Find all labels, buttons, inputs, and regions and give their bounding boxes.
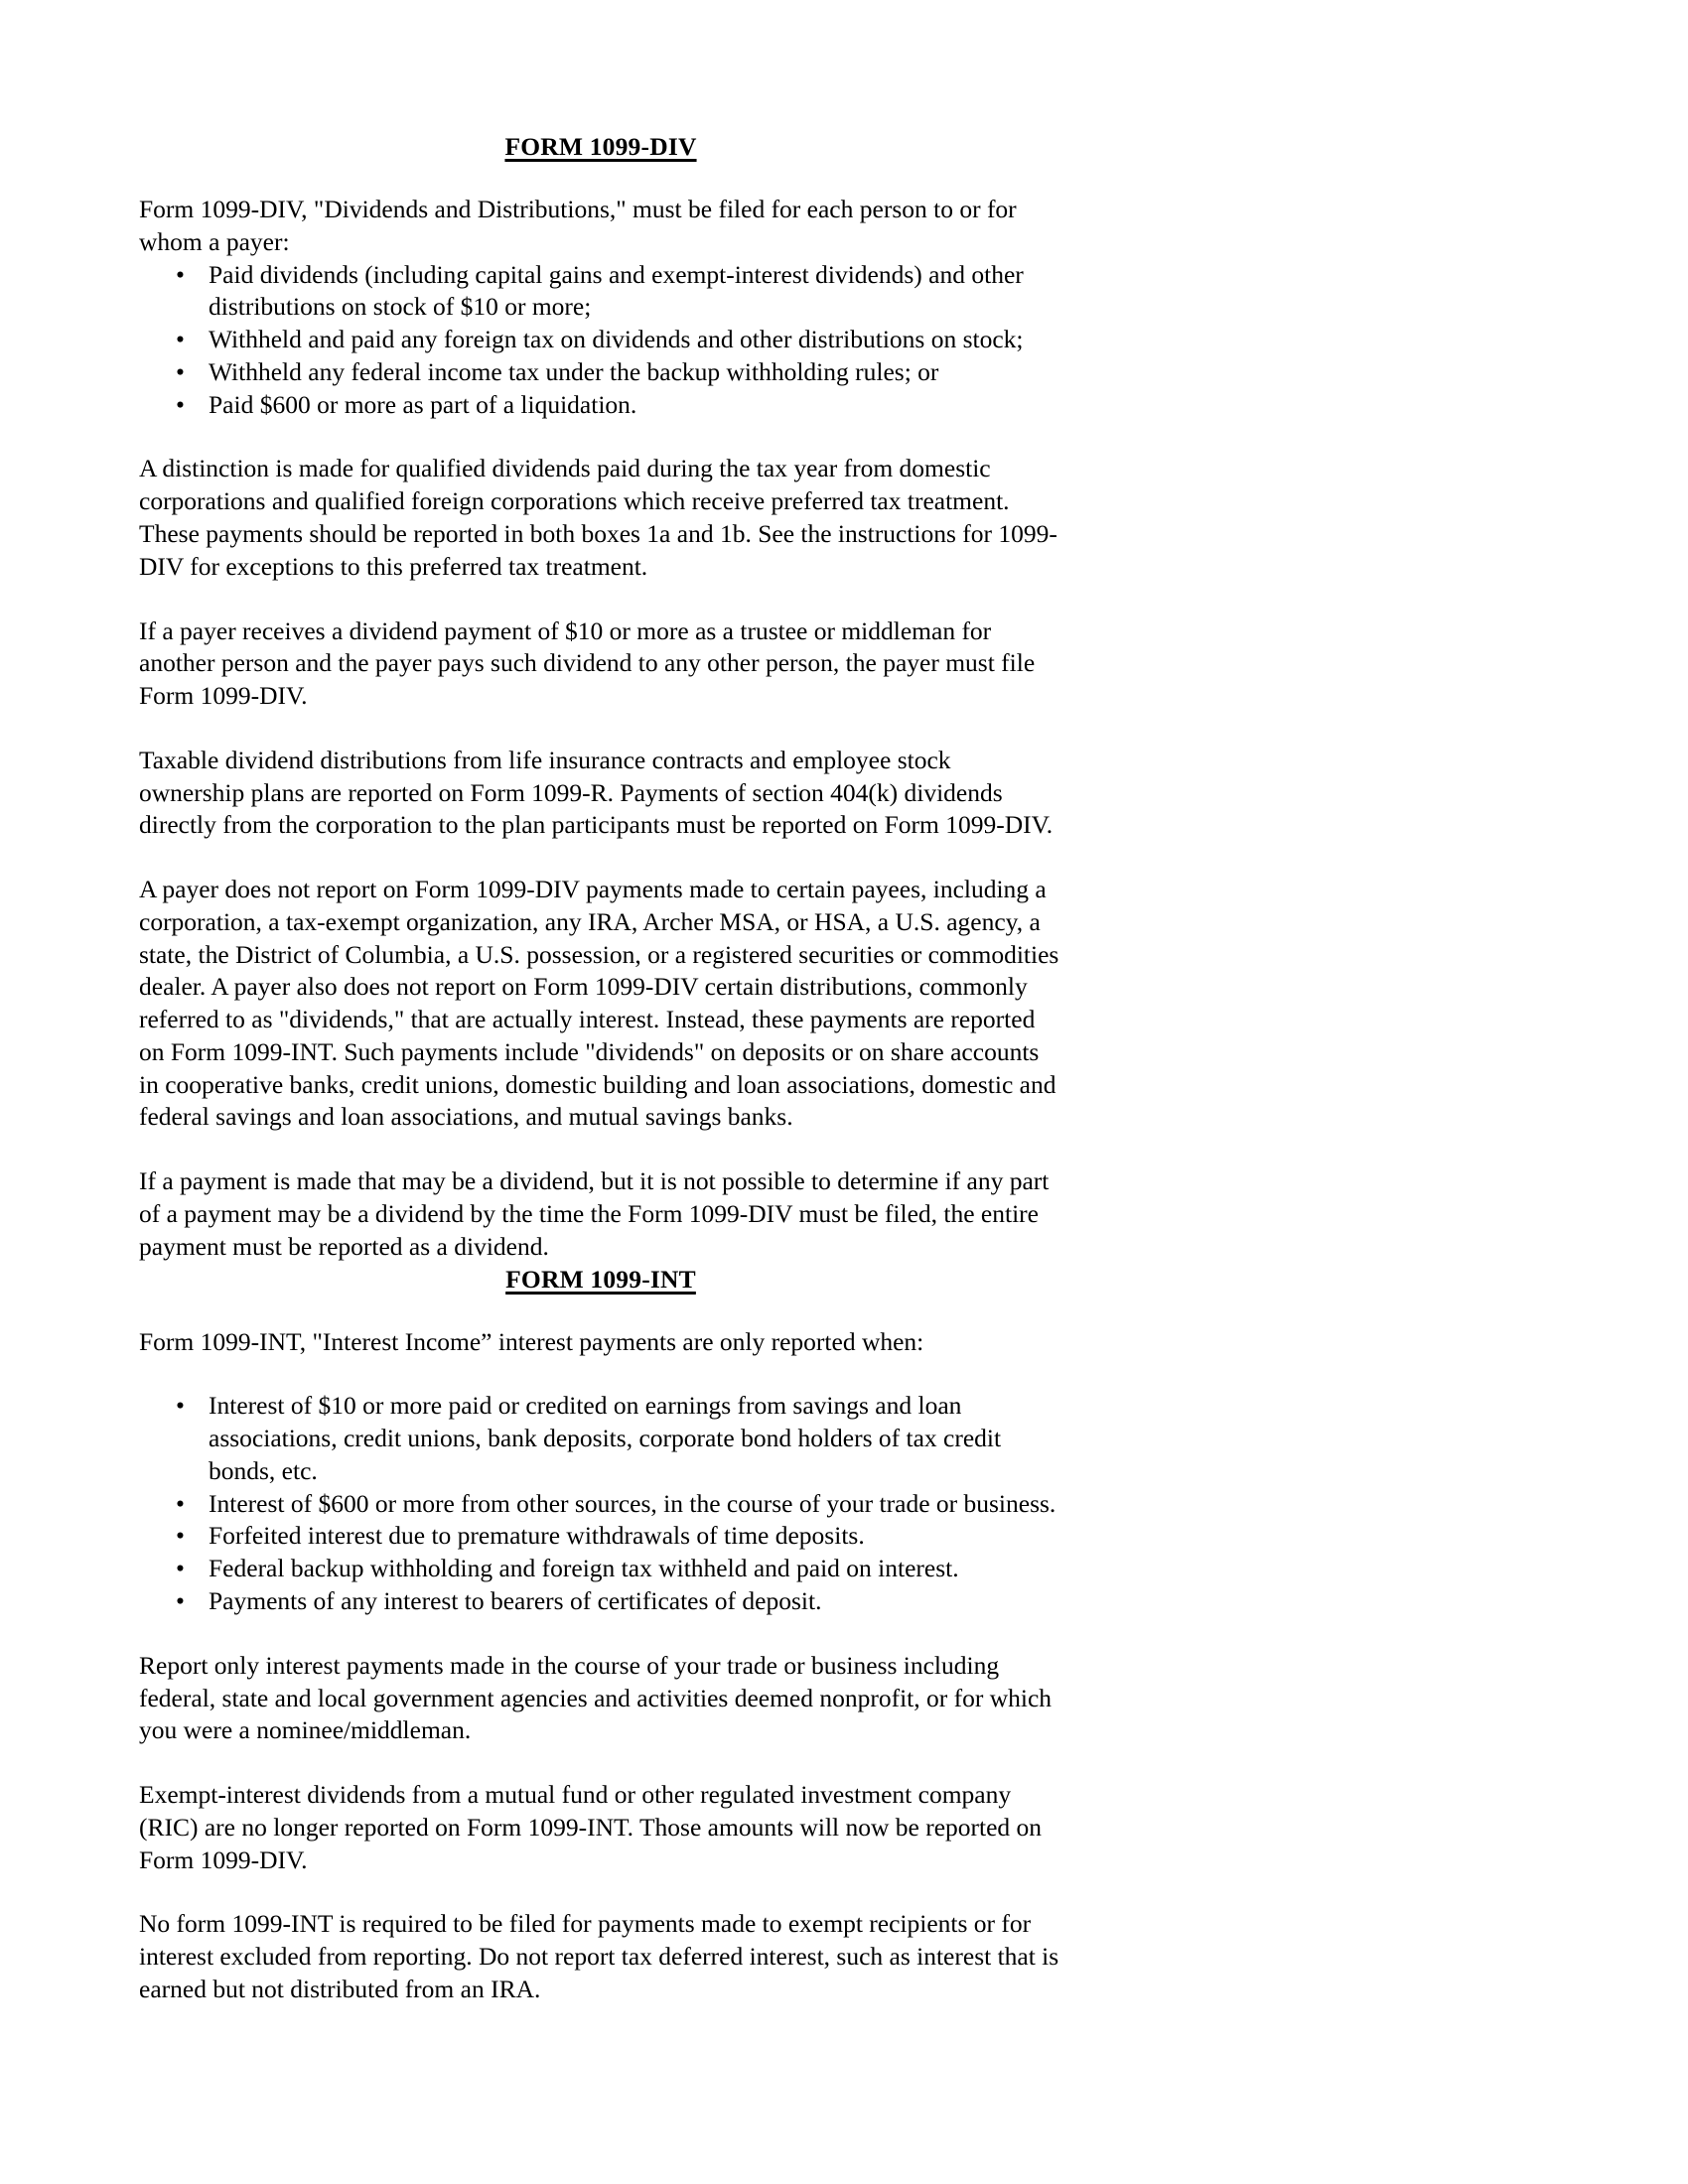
list-item	[139, 1585, 1062, 1618]
intro-paragraph-int: Form 1099-INT, "Interest Income” interest payments are only reported when:	[139, 1326, 924, 1356]
spacer	[139, 1295, 1062, 1326]
spacer	[139, 1618, 1062, 1650]
document-body	[139, 131, 1062, 2006]
intro-paragraph-div: Form 1099-DIV, "Dividends and Distributions," must be filed for each person to or for whom a payer:	[139, 195, 1017, 256]
spacer	[139, 1358, 1062, 1390]
list-item	[139, 1488, 1062, 1521]
bullet-icon: •	[176, 259, 185, 289]
spacer	[139, 1747, 1062, 1779]
list-item-text: Paid $600 or more as part of a liquidation.	[209, 389, 637, 419]
spacer	[139, 162, 1062, 194]
spacer	[139, 842, 1062, 874]
list-item-text: Interest of $600 or more from other sources, in the course of your trade or business.	[209, 1488, 1056, 1518]
list-item-text: Forfeited interest due to premature withdrawals of time deposits.	[209, 1521, 865, 1551]
spacer	[139, 1876, 1062, 1908]
bullet-icon: •	[176, 325, 185, 354]
section-heading-1099-div	[139, 131, 1062, 162]
bullet-icon: •	[176, 1521, 185, 1551]
bullet-icon: •	[176, 1391, 185, 1421]
list-item	[139, 1553, 1062, 1585]
list-item	[139, 324, 1062, 356]
body-paragraph-int-3: No form 1099-INT is required to be filed for payments made to exempt recipients or for interest excluded from reporting. Do not report tax deferred interest, such as interest that is earned but not distributed from an IRA.	[139, 1909, 1059, 2003]
list-item-text: Paid dividends (including capital gains and exempt-interest dividends) and other distributions on stock of $10 or more;	[209, 259, 1024, 322]
list-item-text: Federal backup withholding and foreign tax withheld and paid on interest.	[209, 1554, 959, 1583]
list-item	[139, 259, 1062, 325]
bullet-icon: •	[176, 1488, 185, 1518]
bullet-list-div	[139, 259, 1062, 422]
spacer	[139, 584, 1062, 615]
list-item-text: Payments of any interest to bearers of certificates of deposit.	[209, 1586, 822, 1616]
body-paragraph-int-2: Exempt-interest dividends from a mutual fund or other regulated investment company (RIC) are no longer reported on Form 1099-INT. Those amounts will now be reported on Form 1099-DIV.	[139, 1780, 1043, 1874]
bullet-list-int	[139, 1390, 1062, 1617]
list-item	[139, 356, 1062, 389]
list-item	[139, 1520, 1062, 1553]
bullet-icon: •	[176, 389, 185, 419]
spacer	[139, 1134, 1062, 1165]
body-paragraph-div-2: If a payer receives a dividend payment of $10 or more as a trustee or middleman for another person and the payer pays such dividend to any other person, the payer must file Form 1099-DIV.	[139, 615, 1036, 711]
list-item-text: Withheld any federal income tax under the backup withholding rules; or	[209, 356, 939, 386]
heading-text: FORM 1099-DIV	[504, 132, 697, 161]
list-item	[139, 389, 1062, 422]
heading-text: FORM 1099-INT	[505, 1264, 696, 1294]
bullet-icon: •	[176, 1586, 185, 1616]
spacer	[139, 421, 1062, 453]
list-item	[139, 1390, 1062, 1487]
body-paragraph-div-1: A distinction is made for qualified dividends paid during the tax year from domestic corporations and qualified foreign corporations which receive preferred tax treatment. These payments should be reported in both boxes 1a and 1b. See the instructions for 1099-DIV for exceptions to this preferred tax treatment.	[139, 454, 1057, 581]
bullet-icon: •	[176, 1554, 185, 1583]
bullet-icon: •	[176, 356, 185, 386]
list-item-text: Interest of $10 or more paid or credited on earnings from savings and loan associations, credit unions, bank deposits, corporate bond holders of tax credit bonds, etc.	[209, 1391, 1002, 1485]
body-paragraph-div-5: If a payment is made that may be a dividend, but it is not possible to determine if any part of a payment may be a dividend by the time the Form 1099-DIV must be filed, the entire payment must be reported as a dividend.	[139, 1166, 1050, 1261]
body-paragraph-div-4: A payer does not report on Form 1099-DIV payments made to certain payees, including a corporation, a tax-exempt organization, any IRA, Archer MSA, or HSA, a U.S. agency, a state, the District of Columbia, a U.S. possession, or a registered securities or commodities dealer. A payer also does not report on Form 1099-DIV certain distributions, commonly referred to as "dividends," that are actually interest. Instead, these payments are reported on Form 1099-INT. Such payments include "dividends" on deposits or on share accounts in cooperative banks, credit unions, domestic building and loan associations, domestic and federal savings and loan associations, and mutual savings banks.	[139, 875, 1059, 1132]
spacer	[139, 713, 1062, 745]
list-item-text: Withheld and paid any foreign tax on dividends and other distributions on stock;	[209, 325, 1024, 354]
body-paragraph-div-3: Taxable dividend distributions from life insurance contracts and employee stock ownership plans are reported on Form 1099-R. Payments of section 404(k) dividends directly from the corporation to the plan participants must be reported on Form 1099-DIV.	[139, 745, 1054, 840]
body-paragraph-int-1: Report only interest payments made in the course of your trade or business including federal, state and local government agencies and activities deemed nonprofit, or for which you were a nominee/middleman.	[139, 1650, 1053, 1745]
section-heading-1099-int	[139, 1264, 1062, 1295]
